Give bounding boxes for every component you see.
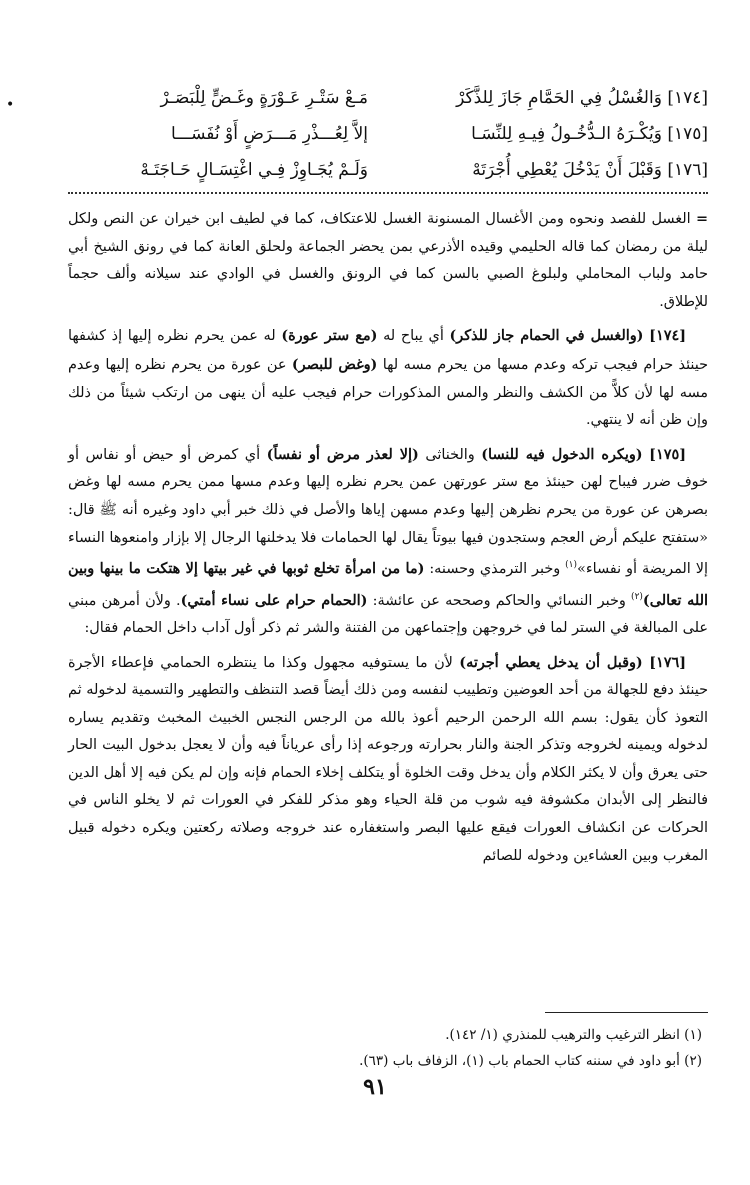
quoted-verse: (وغض للبصر) xyxy=(291,355,378,373)
verse-hemistich-left: وَلَـمْ يُجَـاوِزْ فِـي اغْتِسَـالٍ حَـاجَتَـهْ xyxy=(140,160,368,180)
verse-hemistich-left: مَـعْ سَتْـرِ عَـوْرَةٍ وغَـضٍّ لِلْبَصَـرْ xyxy=(160,88,368,108)
commentary-text: له عمن يحرم نظره إليها إذ كشفها حينئذ حرام فيجب تركه وعدم مسها من يحرم مسه لها xyxy=(68,328,708,373)
verse-line-176 xyxy=(68,152,708,188)
quoted-verse: (إلا لعذر مرض أو نفساً) xyxy=(266,445,419,463)
continuation-mark: = xyxy=(695,210,709,227)
verse-hemistich-right: [١٧٤] وَالغُسْلُ فِي الحَمَّامِ جَازَ لِلذَّكَرْ xyxy=(456,88,708,108)
commentary-text: والخناثى xyxy=(418,446,482,463)
page-number: ٩١ xyxy=(363,1074,387,1100)
verse-hemistich-right: [١٧٥] وَيُكْـرَهُ الـدُّخُـولُ فِيـهِ لِلنِّسَـا xyxy=(471,124,708,144)
paragraph-175 xyxy=(68,441,708,643)
paragraph-text: الغسل للفصد ونحوه ومن الأغسال المسنونة الغسل للاعتكاف، كما في لطيف ابن خيران عن النص ولكل ليلة من رمضان كما قاله الحليمي وقيده الأذرعي بمن يحضر الجماعة ولحلق العانة كما في رونق الشيخ أبي حامد ولباب المحاملي ولبلوغ الصبي بالسن كما في الرونق والغسل في الوادي عند سيلانه وألف حجماً للإطلاق. xyxy=(68,211,708,310)
verse-hemistich-right: [١٧٦] وَقَبْلَ أَنْ يَدْخُلَ يُعْطِي أُجْرَتَهْ xyxy=(472,160,708,180)
paragraph-174 xyxy=(68,322,708,434)
verse-hemistich-left: إلاَّ لِعُـــذْرِ مَـــرَضٍ أَوْ نُفَسَـــا xyxy=(170,124,368,144)
quoted-verse: (والغسل في الحمام جاز للذكر) xyxy=(449,327,644,345)
verse-line-175 xyxy=(68,116,708,152)
footnote-ref: (٢) xyxy=(631,591,643,602)
footnote-1: (١) انظر الترغيب والترهيب للمنذري (١/ ١٤٢). xyxy=(445,1027,702,1043)
verse-block xyxy=(68,80,708,192)
quoted-hadith: (الحمام حرام على نساء أمتي) xyxy=(180,591,368,609)
footnote-ref: (١) xyxy=(565,560,578,571)
commentary-text: لأن ما يستوفيه مجهول وكذا ما ينتظره الحمامي فإعطاء الأجرة حينئذ دفع للجهالة من أحد العوضين وتطييب لنفسه ومن ذلك أيضاً قصد التنظف والتطهير والتسمية لدخوله ثم التعوذ كأن يقول: بسم الله الرحمن الرحيم أعوذ بالله من الرجس النجس الخبيث المخبث وتقديم يساره لدخوله ويمينه لخروجه وتذكر الجنة والنار بحرارته ورجوعه إذا رأى عرياناً فيه وأن لا يعجل بدخول البيت الحار حتى يعرق وأن لا يكثر الكلام وأن يدخل وقت الخلوة أو يتكلف إخلاء الحمام فإنه وإن لم يكن فيه إلا أهل الدين فالنظر إلى الأبدان مكشوفة فيه شوب من قلة الحياء وهو مذكر للفكر في العورات ثم لا يخلو الناس في الحركات عن انكشاف العورات فيقع عليها البصر واستغفاره عند خروجه وصلاته ركعتين ويكره دخوله قبيل المغرب وبين العشاءين ودخوله للصائم xyxy=(68,654,708,864)
verse-number: [١٧٤] xyxy=(649,327,686,345)
paragraph-176 xyxy=(68,649,708,871)
commentary-text: وخبر النسائي والحاكم وصححه عن عائشة: xyxy=(367,592,632,609)
quoted-verse: (ويكره الدخول فيه للنسا) xyxy=(481,445,643,463)
quoted-verse: (مع ستر عورة) xyxy=(281,327,378,345)
footnotes xyxy=(68,1022,708,1074)
quoted-verse: (وقبل أن يدخل يعطي أجرته) xyxy=(459,653,643,671)
footnote-rule xyxy=(545,1012,708,1013)
dotted-separator xyxy=(68,192,708,196)
commentary-body xyxy=(68,205,708,876)
commentary-text: أي كمرض أو حيض أو نفاس أو خوف ضرر فيباح لهن حينئذ مع ستر عورتهن عمن يحرم نظره إليها وعدم مسها ممن يحرم مسه لها وغض بصرهن عن عورة من يحرم نظرهن إليها وعدم مسهن إياها والأصل في ذلك خبر أبي داود وغيره أنه ﷺ قال: «ستفتح عليكم أرض العجم وستجدون فيها بيوتاً يقال لها الحمامات فلا يدخلنها الرجال إلا بإزار وامنعوها النساء إلا المريضة أو نفساء» xyxy=(68,446,708,577)
commentary-text: . ولأن أمرهن مبني على المبالغة في الستر لما في خروجهن وإجتماعهن من الفتنة والشر ثم ذكر أول آداب داخل الحمام فقال: xyxy=(68,592,708,636)
commentary-text: عن عورة من يحرم نظره إليها وعدم مسه لها لأن كلاًّ من الكشف والنظر والمس المذكورات حرام فيجب عليه أن ينهى من ارتكب شيئاً من ذلك وإن ظن أنه لا ينتهي. xyxy=(68,356,708,429)
quoted-hadith: (ما من امرأة تخلع ثوبها في غير بيتها إلا هتكت ما بينها وبين الله تعالى) xyxy=(68,559,708,609)
verse-line-174 xyxy=(68,80,708,116)
commentary-text: وخبر الترمذي وحسنه: xyxy=(424,560,566,577)
verse-number: [١٧٥] xyxy=(649,445,686,463)
footnote-2: (٢) أبو داود في سننه كتاب الحمام باب (١)، الزفاف باب (٦٣). xyxy=(359,1053,702,1069)
margin-bullet: • xyxy=(6,97,15,113)
paragraph-continuation xyxy=(68,205,708,316)
verse-number: [١٧٦] xyxy=(649,653,687,671)
commentary-text: أي يباح له xyxy=(377,328,450,345)
